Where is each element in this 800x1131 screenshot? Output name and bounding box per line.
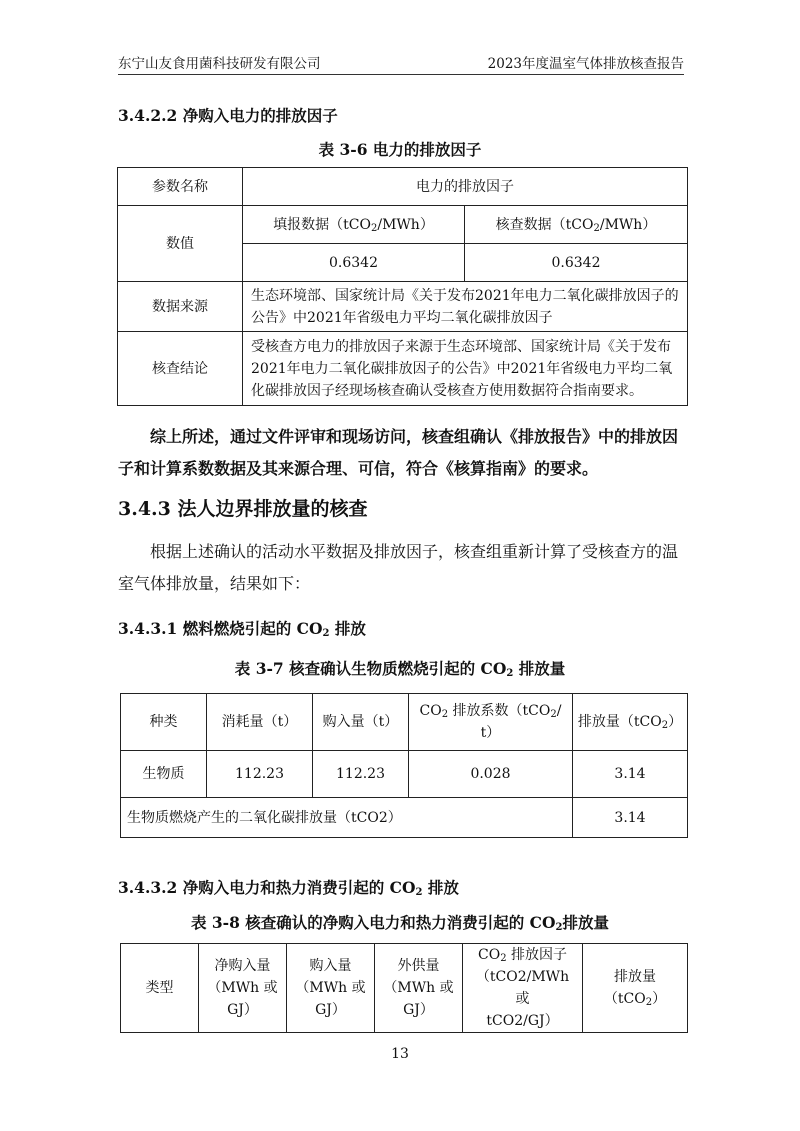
reported-value-cell: 0.6342 bbox=[243, 244, 465, 282]
table-row-type: 生物质 bbox=[121, 751, 207, 798]
section-heading-343: 3.4.3 法人边界排放量的核查 bbox=[118, 498, 368, 520]
section-heading-3422: 3.4.2.2 净购入电力的排放因子 bbox=[118, 106, 338, 125]
table-3-8-caption: 表 3-8 核查确认的净购入电力和热力消费引起的 $CO_2$排放量 bbox=[190, 913, 610, 933]
table-3-8 bbox=[120, 943, 688, 1033]
conclusion-label-cell: 核查结论 bbox=[118, 332, 243, 406]
conclusion-text-cell: 受核查方电力的排放因子来源于生态环境部、国家统计局《关于发布2021年电力二氧化碳排放因子的公告》中2021年省级电力平均二氧化碳排放因子经现场核查确认受核查方使用数据符合指南要求。 bbox=[243, 332, 688, 406]
verified-value-cell: 0.6342 bbox=[465, 244, 688, 282]
page-number: 13 bbox=[391, 1046, 409, 1062]
source-text-cell: 生态环境部、国家统计局《关于发布2021年电力二氧化碳排放因子的公告》中2021年省级电力平均二氧化碳排放因子 bbox=[243, 282, 688, 332]
emission-header-cell: 排放量 （tCO$_2$） bbox=[583, 944, 688, 1033]
table-row-purchase: 112.23 bbox=[313, 751, 409, 798]
table-3-7-caption: 表 3-7 核查确认生物质燃烧引起的 $CO_2$ 排放量 bbox=[234, 659, 566, 679]
verified-header-cell: 核查数据（tCO$_2$/MWh） bbox=[465, 206, 688, 244]
table-row-factor: 0.028 bbox=[409, 751, 573, 798]
param-value-cell: 电力的排放因子 bbox=[243, 168, 688, 206]
table-3-7 bbox=[120, 693, 688, 838]
total-value-cell: 3.14 bbox=[573, 798, 688, 838]
header-divider bbox=[118, 74, 684, 75]
summary-paragraph: 综上所述，通过文件评审和现场访问，核查组确认《排放报告》中的排放因子和计算系数数据及其来源合理、可信，符合《核算指南》的要求。 bbox=[118, 427, 679, 478]
purchase-header-cell: 购入量 （MWh 或 GJ） bbox=[287, 944, 375, 1033]
factor-header-cell: $CO_2$ 排放因子 （tCO2/MWh 或 tCO2/GJ） bbox=[463, 944, 583, 1033]
param-label-cell: 参数名称 bbox=[118, 168, 243, 206]
header-report-title: 2023年度温室气体排放核查报告 bbox=[487, 56, 684, 72]
table-3-6-caption: 表 3-6 电力的排放因子 bbox=[318, 140, 482, 159]
factor-header-cell: $CO_2$ 排放系数（tCO$_2$/ t） bbox=[409, 694, 573, 751]
value-label-cell: 数值 bbox=[118, 206, 243, 282]
type-header-cell: 类型 bbox=[121, 944, 199, 1033]
total-label-cell: 生物质燃烧产生的二氧化碳排放量（tCO2） bbox=[121, 798, 573, 838]
type-header-cell: 种类 bbox=[121, 694, 207, 751]
consumption-header-cell: 消耗量（t） bbox=[207, 694, 313, 751]
table-row-consumption: 112.23 bbox=[207, 751, 313, 798]
supply-header-cell: 外供量 （MWh 或 GJ） bbox=[375, 944, 463, 1033]
net-purchase-header-cell: 净购入量 （MWh 或 GJ） bbox=[199, 944, 287, 1033]
section-heading-3431: 3.4.3.1 燃料燃烧引起的 $CO_2$ 排放 bbox=[118, 619, 366, 639]
reported-header-cell: 填报数据（tCO$_2$/MWh） bbox=[243, 206, 465, 244]
source-label-cell: 数据来源 bbox=[118, 282, 243, 332]
header-company: 东宁山友食用菌科技研发有限公司 bbox=[118, 56, 321, 72]
table-row-emission: 3.14 bbox=[573, 751, 688, 798]
purchase-header-cell: 购入量（t） bbox=[313, 694, 409, 751]
table-3-6 bbox=[117, 167, 688, 406]
section-343-paragraph: 根据上述确认的活动水平数据及排放因子，核查组重新计算了受核查方的温室气体排放量，结果如下： bbox=[118, 542, 679, 593]
emission-header-cell: 排放量（tCO$_2$） bbox=[573, 694, 688, 751]
section-heading-3432: 3.4.3.2 净购入电力和热力消费引起的 $CO_2$ 排放 bbox=[118, 878, 459, 898]
